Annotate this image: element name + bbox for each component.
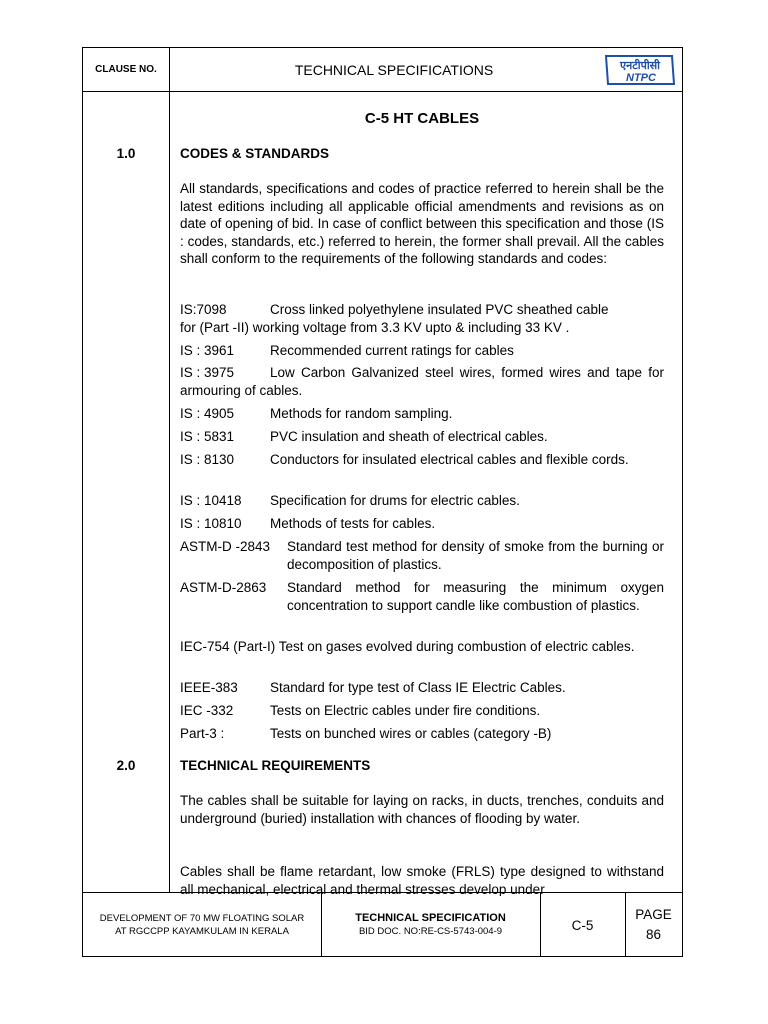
standard-part-3 [180, 725, 664, 743]
standard-text: Standard method for measuring the minimum oxygen concentration to support candle like combustion of plastics. [287, 580, 664, 613]
footer-page [625, 893, 682, 957]
standard-code: ASTM-D-2863 [180, 580, 267, 595]
document-frame [82, 47, 683, 957]
footer-spec-title: TECHNICAL SPECIFICATION [355, 912, 506, 924]
standard-text: Cross linked polyethylene insulated PVC sheathed cable [270, 302, 609, 317]
standard-is-5831 [180, 428, 664, 446]
tech-req-paragraph-2: Cables shall be flame retardant, low smoke (FRLS) type designed to withstand all mechanical, electrical and thermal stresses develop under [180, 864, 664, 896]
standard-astm-d-2863 [180, 579, 664, 614]
standard-text: Standard for type test of Class IE Electric Cables. [270, 680, 566, 695]
standard-text: Standard test method for density of smoke from the burning or decomposition of plastics. [287, 539, 664, 572]
standard-text: Methods for random sampling. [270, 406, 453, 421]
standard-iec-754 [180, 638, 664, 656]
page-footer [83, 892, 682, 959]
footer-page-number: 86 [645, 927, 662, 942]
standard-code: IS : 3961 [180, 343, 235, 358]
heading-technical-requirements: TECHNICAL REQUIREMENTS [180, 758, 371, 773]
standard-code: IS : 8130 [180, 452, 235, 467]
clause-number-1: 1.0 [116, 146, 136, 161]
standard-code: IS : 4905 [180, 406, 235, 421]
standard-text: Specification for drums for electric cables. [270, 493, 520, 508]
standard-text: Tests on bunched wires or cables (category -B) [270, 726, 552, 741]
standard-code: IS:7098 [180, 302, 227, 317]
footer-project [83, 893, 322, 957]
logo-hindi-text: एनटीपीसी [620, 59, 660, 72]
standard-text: Conductors for insulated electrical cables and flexible cords. [270, 452, 629, 467]
intro-paragraph: All standards, specifications and codes of practice referred to herein shall be the latest editions including all applicable official amendments and revisions as on date of opening of bid. In case of conflict between this specification and those (IS : codes, standards, etc.) referred to herein, the former shall prevail. All the cables shall conform to the requirements of the following standards and codes: [180, 181, 664, 267]
standard-code: IEC -332 [180, 703, 234, 718]
standard-text: Methods of tests for cables. [270, 516, 436, 531]
standard-code: IS : 10418 [180, 493, 242, 508]
standard-is-8130 [180, 451, 664, 469]
footer-bid-doc: BID DOC. NO:RE-CS-5743-004-9 [358, 926, 503, 937]
standard-text: Recommended current ratings for cables [270, 343, 514, 358]
standard-is-10418 [180, 492, 664, 510]
standard-text: PVC insulation and sheath of electrical cables. [270, 429, 548, 444]
standard-is-10810 [180, 515, 664, 533]
standard-text: Low Carbon Galvanized steel wires, formed wires and tape for armouring of cables. [180, 365, 664, 398]
standard-astm-d-2843 [180, 538, 664, 573]
standard-is-4905 [180, 405, 664, 423]
standard-ieee-383 [180, 679, 664, 697]
standard-is-3961 [180, 342, 664, 360]
section-title: C-5 HT CABLES [364, 110, 480, 127]
logo-ntpc-text: NTPC [626, 72, 656, 84]
footer-project-line2: AT RGCCPP KAYAMKULAM IN KERALA [115, 926, 289, 937]
standard-code: Part-3 : [180, 726, 225, 741]
standard-code: IS : 3975 [180, 365, 235, 380]
standard-code: IS : 5831 [180, 429, 235, 444]
standard-text: IEC-754 (Part-I) Test on gases evolved during combustion of electric cables. [180, 639, 635, 654]
standard-code: ASTM-D -2843 [180, 539, 271, 554]
standard-text: Tests on Electric cables under fire conditions. [270, 703, 541, 718]
standard-code: IS : 10810 [180, 516, 242, 531]
ntpc-logo [602, 54, 676, 86]
clause-number-2: 2.0 [116, 758, 136, 773]
clause-no-label: CLAUSE NO. [83, 48, 170, 91]
footer-spec [321, 893, 541, 957]
footer-project-line1: DEVELOPMENT OF 70 MW FLOATING SOLAR [99, 913, 305, 924]
standard-is-7098 [180, 301, 664, 336]
tech-req-paragraph-1: The cables shall be suitable for laying on racks, in ducts, trenches, conduits and underground (buried) installation with chances of flooding by water. [180, 793, 664, 826]
header-title: TECHNICAL SPECIFICATIONS [294, 61, 494, 78]
standard-text-cont: for (Part -II) working voltage from 3.3 KV upto & including 33 KV . [180, 319, 570, 335]
footer-page-label: PAGE [635, 907, 672, 922]
footer-section-code: C-5 [540, 893, 626, 957]
heading-codes-standards: CODES & STANDARDS [180, 146, 330, 161]
standard-is-3975 [180, 364, 664, 399]
standard-iec-332 [180, 702, 664, 720]
standard-code: IEEE-383 [180, 680, 238, 695]
ntpc-logo-mark [602, 54, 676, 86]
page-header [83, 48, 682, 92]
